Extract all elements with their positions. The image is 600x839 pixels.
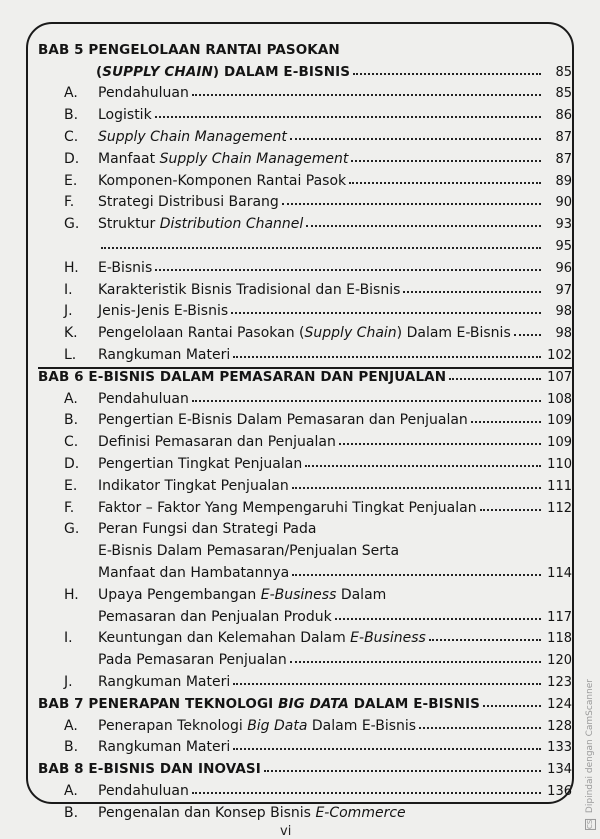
toc-entry-cont[interactable]: Manfaat dan Hambatannya 114	[98, 564, 572, 581]
separator-line	[38, 367, 574, 369]
leader-dots	[353, 73, 541, 75]
toc-entry[interactable]: F. Strategi Distribusi Barang 90	[64, 194, 572, 211]
toc-entry[interactable]: J. Rangkuman Materi 123	[64, 673, 572, 690]
page-number: 85	[555, 64, 572, 80]
camscanner-watermark	[585, 679, 596, 830]
toc-entry-cont[interactable]: Pada Pemasaran Penjualan 120	[98, 652, 572, 669]
toc-entry[interactable]: B. Rangkuman Materi 133	[64, 739, 572, 756]
toc-entry[interactable]: B. Pengenalan dan Konsep Bisnis E-Commerce	[64, 804, 406, 821]
page-number: 124	[547, 696, 572, 712]
page-footer-number: vi	[280, 824, 292, 839]
bab5-heading-cont[interactable]	[38, 58, 572, 80]
toc-entry[interactable]: B. Logistik 86	[64, 107, 572, 124]
camscanner-icon: CS	[586, 819, 594, 829]
bab7-heading[interactable]	[38, 690, 572, 712]
toc-entry[interactable]: C. Supply Chain Management 87	[64, 128, 572, 145]
toc-entry[interactable]: H. Upaya Pengembangan E-Business Dalam	[64, 586, 387, 603]
toc-entry[interactable]: A. Pendahuluan 108	[64, 390, 572, 407]
toc-entry[interactable]: 95	[38, 232, 572, 254]
toc-entry[interactable]: F. Faktor – Faktor Yang Mempengaruhi Tingkat Penjualan 112	[64, 499, 572, 516]
camscanner-text: Dipindai dengan CamScanner	[585, 679, 595, 814]
toc-entry[interactable]: E. Indikator Tingkat Penjualan 111	[64, 477, 572, 494]
toc-entry-cont[interactable]: E-Bisnis Dalam Pemasaran/Penjualan Serta	[98, 543, 400, 560]
toc-entry[interactable]: C. Definisi Pemasaran dan Penjualan 109	[64, 434, 572, 451]
toc-entry[interactable]: I. Keuntungan dan Kelemahan Dalam E-Business 118	[64, 630, 572, 647]
toc-entry[interactable]: L. Rangkuman Materi 102	[64, 346, 572, 363]
toc-entry[interactable]: A. Pendahuluan 136	[64, 782, 572, 799]
toc-entry[interactable]: J. Jenis-Jenis E-Bisnis 98	[64, 303, 572, 320]
bab6-title: BAB 6 E-BISNIS DALAM PEMASARAN DAN PENJUALAN	[38, 368, 447, 385]
bab7-title: BAB 7 PENERAPAN TEKNOLOGI BIG DATA DALAM E-BISNIS	[38, 695, 480, 712]
toc-entry[interactable]: G. Peran Fungsi dan Strategi Pada	[64, 521, 317, 538]
toc-entry[interactable]: I. Karakteristik Bisnis Tradisional dan E-Bisnis 97	[64, 281, 572, 298]
bab5-title-line1: BAB 5 PENGELOLAAN RANTAI PASOKAN	[38, 41, 340, 58]
page-number: 134	[547, 762, 572, 778]
toc-entry[interactable]: A. Pendahuluan 85	[64, 85, 572, 102]
toc-entry[interactable]: D. Pengertian Tingkat Penjualan 110	[64, 455, 572, 472]
toc-entry[interactable]: G. Struktur Distribution Channel 93	[64, 216, 572, 233]
toc-entry[interactable]: D. Manfaat Supply Chain Management 87	[64, 150, 572, 167]
toc-entry[interactable]: K. Pengelolaan Rantai Pasokan (Supply Chain) Dalam E-Bisnis 98	[64, 325, 572, 342]
table-of-contents	[38, 36, 572, 821]
toc-entry-cont[interactable]: Pemasaran dan Penjualan Produk 117	[98, 608, 572, 625]
bab5-heading[interactable]	[38, 36, 572, 58]
bab5-title-line2: (SUPPLY CHAIN) DALAM E-BISNIS	[96, 63, 351, 80]
page-number: 107	[547, 369, 572, 385]
toc-entry[interactable]: E. Komponen-Komponen Rantai Pasok 89	[64, 172, 572, 189]
toc-entry[interactable]: H. E-Bisnis 96	[64, 259, 572, 276]
toc-entry[interactable]: A. Penerapan Teknologi Big Data Dalam E-Bisnis 128	[64, 717, 572, 734]
bab8-heading[interactable]	[38, 755, 572, 777]
bab8-title: BAB 8 E-BISNIS DAN INOVASI	[38, 761, 261, 778]
toc-entry[interactable]: B. Pengertian E-Bisnis Dalam Pemasaran dan Penjualan 109	[64, 412, 572, 429]
